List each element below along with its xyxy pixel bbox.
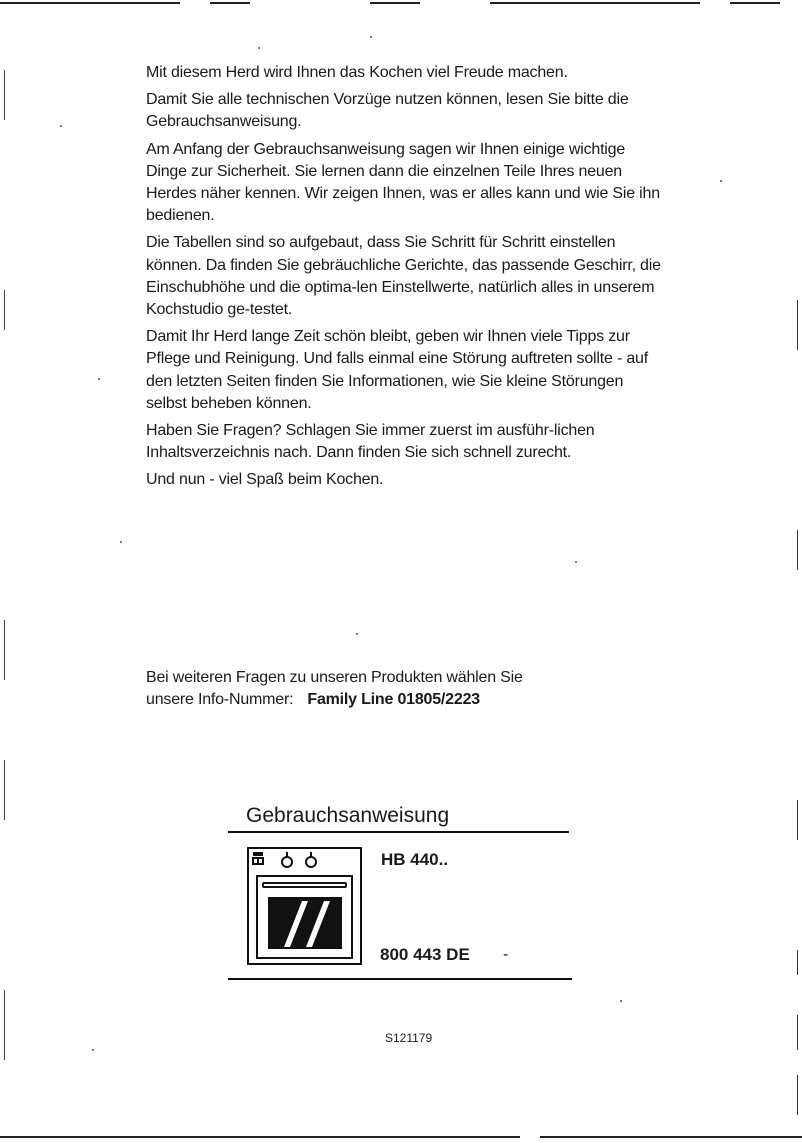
scan-speck [120,541,122,543]
scan-edge-right [797,300,798,350]
scan-edge-right [797,800,798,840]
scan-speck [92,1049,94,1051]
door-handle [262,882,347,888]
intro-paragraph: Und nun - viel Spaß beim Kochen. [146,471,384,489]
scan-edge-left [4,990,5,1060]
scan-speck [575,561,577,563]
scan-edge-right [797,1015,798,1050]
scan-speck [356,633,358,635]
intro-text [146,62,666,497]
intro-paragraph: Mit diesem Herd wird Ihnen das Kochen viel Freude machen. [146,64,568,81]
scan-speck [60,125,62,127]
scan-edge-right [797,530,798,570]
part-number: 800 443 DE [380,945,470,964]
title-rule [228,831,569,833]
scan-speck [98,378,100,380]
info-block [146,667,666,711]
scan-edge-right [797,950,798,975]
scan-edge-right [797,1075,798,1115]
info-label: unsere Info-Nummer: [146,691,294,708]
intro-paragraph: Haben Sie Fragen? Schlagen Sie immer zuerst im ausführ-lichen Inhaltsverzeichnis nach. Dann finden Sie sich schnell zurecht. [146,422,595,462]
hotline-number: Family Line 01805/2223 [307,691,480,708]
scan-speck [370,36,372,38]
intro-paragraph: Damit Sie alle technischen Vorzüge nutzen können, lesen Sie bitte die Gebrauchsanweisung. [146,91,629,131]
scan-edge-left [4,760,5,820]
part-number-dash: - [503,946,509,963]
intro-paragraph: Damit Ihr Herd lange Zeit schön bleibt, geben wir Ihnen viele Tipps zur Pflege und Reinigung. Und falls einmal eine Störung auftreten sollte - auf den letzten Seiten finden Sie Informationen, wie Sie kleine Störungen selbst beheben können. [146,328,648,412]
control-panel-icon [249,849,360,873]
scan-edge-top [0,2,802,4]
model-number: HB 440.. [381,850,449,869]
scan-edge-left [4,70,5,120]
scan-speck [258,47,260,49]
manual-title: Gebrauchsanweisung [246,804,450,827]
oven-front-icon [247,847,362,965]
scan-edge-left [4,620,5,680]
intro-paragraph: Am Anfang der Gebrauchsanweisung sagen wir Ihnen einige wichtige Dinge zur Sicherheit. Sie lernen dann die einzelnen Teile Ihres neuen Herdes näher kennen. Wir zeigen Ihnen, was er alles kann und wie Sie ihn bedienen. [146,140,660,225]
scan-speck [620,1000,622,1002]
scan-edge-left [4,290,5,330]
scan-speck [720,180,722,182]
oven-window-icon [268,897,342,949]
info-line-2 [146,689,666,711]
document-code: S121179 [385,1031,433,1045]
info-line-1: Bei weiteren Fragen zu unseren Produkten wählen Sie [146,669,523,686]
bottom-rule [228,978,572,980]
intro-paragraph: Die Tabellen sind so aufgebaut, dass Sie Schritt für Schritt einstellen können. Da finden Sie gebräuchliche Gerichte, das passende Geschirr, die Einschubhöhe und die optima-len Einstellwerte, natürlich alles in unserem Kochstudio ge-testet. [146,234,661,319]
scan-edge-bottom [0,1136,802,1138]
oven-door [256,875,353,959]
